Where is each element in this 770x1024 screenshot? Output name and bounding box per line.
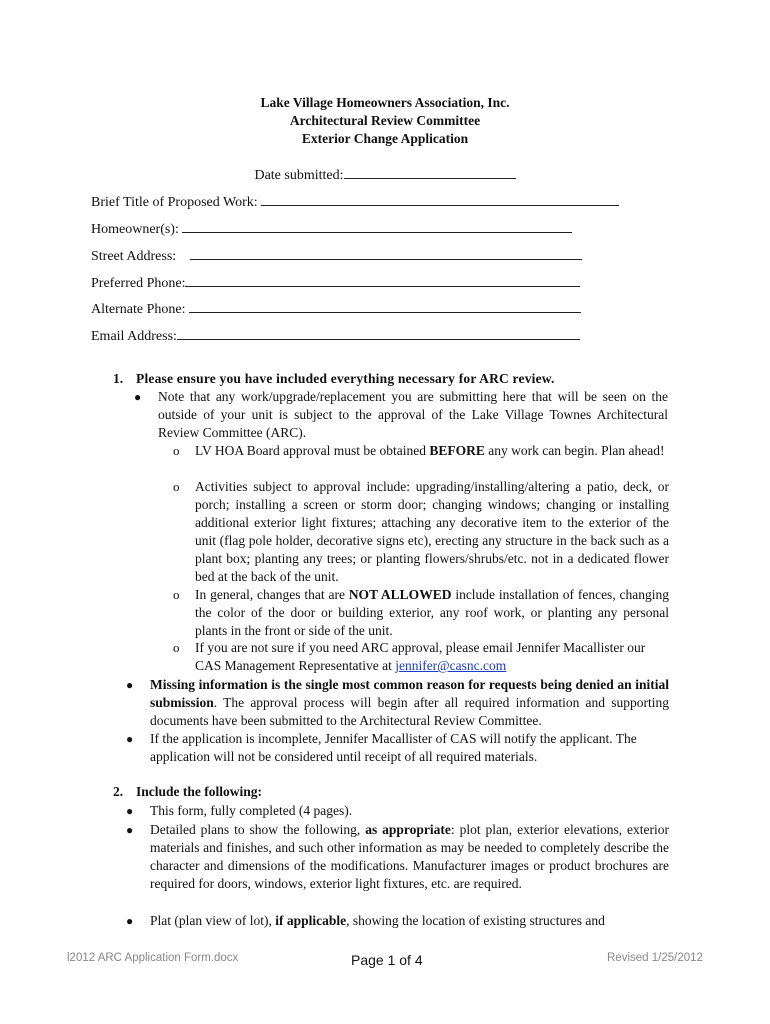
circle-bullet-icon: o xyxy=(173,479,180,494)
bullet-3-pre: Plat (plan view of lot), xyxy=(150,913,272,928)
phone-field[interactable] xyxy=(185,273,580,287)
bullet-2-pre: Detailed plans to show the following, xyxy=(150,822,361,837)
section-2-bullet-1: This form, fully completed (4 pages). xyxy=(150,803,353,818)
form-header xyxy=(0,94,770,148)
phone-label: Preferred Phone: xyxy=(91,276,186,291)
circle-bullet-icon: o xyxy=(173,443,180,458)
homeowner-label: Homeowner(s): xyxy=(91,222,179,237)
section-1-sub-1 xyxy=(195,442,669,460)
street-label: Street Address: xyxy=(91,249,177,264)
alt-phone-label: Alternate Phone: xyxy=(91,302,186,317)
bullet-icon: ● xyxy=(126,914,134,928)
date-submitted-row xyxy=(0,165,770,184)
footer-filename: l2012 ARC Application Form.docx xyxy=(67,952,239,964)
sub-1-before: BEFORE xyxy=(429,443,485,458)
title-label: Brief Title of Proposed Work: xyxy=(91,195,258,210)
footer-revised: Revised 1/25/2012 xyxy=(607,952,703,964)
bullet-icon: ● xyxy=(126,678,134,692)
cas-email-link[interactable]: jennifer@casnc.com xyxy=(395,658,507,673)
committee-name: Architectural Review Committee xyxy=(289,113,481,128)
section-1-bullet-1: Note that any work/upgrade/replacement you are submitting here that will be seen on the outside of your unit is subject to the approval of the Lake Village Townes Architectural Review Committee (ARC). xyxy=(158,389,668,440)
street-field[interactable] xyxy=(190,246,582,260)
email-row xyxy=(91,326,580,345)
circle-bullet-icon: o xyxy=(173,587,180,602)
phone-row xyxy=(91,273,580,292)
section-1-sub-3 xyxy=(195,586,669,640)
alt-phone-field[interactable] xyxy=(189,299,581,313)
bullet-icon: ● xyxy=(126,804,134,818)
sub-1-text-pre: LV HOA Board approval must be obtained xyxy=(195,443,426,458)
sub-3-text-post: include installation of fences, changing the color of the door or building exterior, any roof work, or planting any personal plants in the front or side of the unit. xyxy=(195,587,670,638)
section-1-sub-2: Activities subject to approval include: upgrading/installing/altering a patio, deck, or porch; installing a screen or storm door; changing windows; changing or installing additional exterior light fixtures; attaching any decorative item to the exterior of the unit (flag pole holder, decorative signs etc), erecting any structure in the back such as a plant box; planting any trees; or planting flowers/shrubs/etc. not in a dedicated flower bed at the back of the unit. xyxy=(195,479,669,584)
section-2-bullet-2 xyxy=(150,821,669,893)
homeowner-row xyxy=(91,219,572,238)
section-1-sub-4 xyxy=(195,639,669,675)
section-2-number: 2. xyxy=(113,784,124,799)
bullet-2-text: . The approval process will begin after all required information and supporting documents have been submitted to the Architectural Review Committee. xyxy=(150,695,669,728)
footer-page-number: Page 1 of 4 xyxy=(351,952,423,968)
bullet-2-bold: Missing information is the single most common reason for requests being denied an initial submission xyxy=(150,677,669,710)
street-row xyxy=(91,246,582,265)
as-appropriate: as appropriate xyxy=(365,822,451,837)
alt-phone-row xyxy=(91,299,581,318)
sub-1-text-post: any work can begin. Plan ahead! xyxy=(488,443,665,458)
form-title: Exterior Change Application xyxy=(301,131,469,146)
section-2-bullet-3 xyxy=(150,912,680,930)
sub-3-text-pre: In general, changes that are xyxy=(195,587,345,602)
section-1-title: Please ensure you have included everything necessary for ARC review. xyxy=(136,371,555,386)
section-1-number: 1. xyxy=(113,371,124,386)
section-1-bullet-2 xyxy=(150,676,669,730)
if-applicable: if applicable xyxy=(275,913,347,928)
homeowner-field[interactable] xyxy=(182,219,572,233)
bullet-icon: ● xyxy=(126,823,134,837)
bullet-icon: ● xyxy=(134,390,142,404)
org-name: Lake Village Homeowners Association, Inc. xyxy=(260,95,510,110)
circle-bullet-icon: o xyxy=(173,640,180,655)
section-2-title: Include the following: xyxy=(136,784,263,799)
section-1-bullet-3: If the application is incomplete, Jennifer Macallister of CAS will notify the applicant. The application will not be considered until receipt of all required materials. xyxy=(150,731,637,764)
bullet-icon: ● xyxy=(126,732,134,746)
title-field[interactable] xyxy=(261,192,619,206)
date-submitted-label: Date submitted: xyxy=(254,168,344,183)
date-submitted-field[interactable] xyxy=(344,165,516,179)
sub-4-text: If you are not sure if you need ARC approval, please email Jennifer Macallister our CAS Management Representative at xyxy=(195,640,646,673)
bullet-3-post: , showing the location of existing structures and xyxy=(346,913,605,928)
email-field[interactable] xyxy=(177,326,580,340)
sub-3-not-allowed: NOT ALLOWED xyxy=(348,587,452,602)
title-row xyxy=(91,192,619,211)
email-label: Email Address: xyxy=(91,329,177,344)
bullet-2-post: : plot plan, exterior elevations, exterior materials and finishes, and such other information as may be needed to completely describe the character and dimensions of the modifications. Manufacturer images or product brochures are required for doors, windows, exterior light fixtures, etc. are required. xyxy=(150,822,670,891)
